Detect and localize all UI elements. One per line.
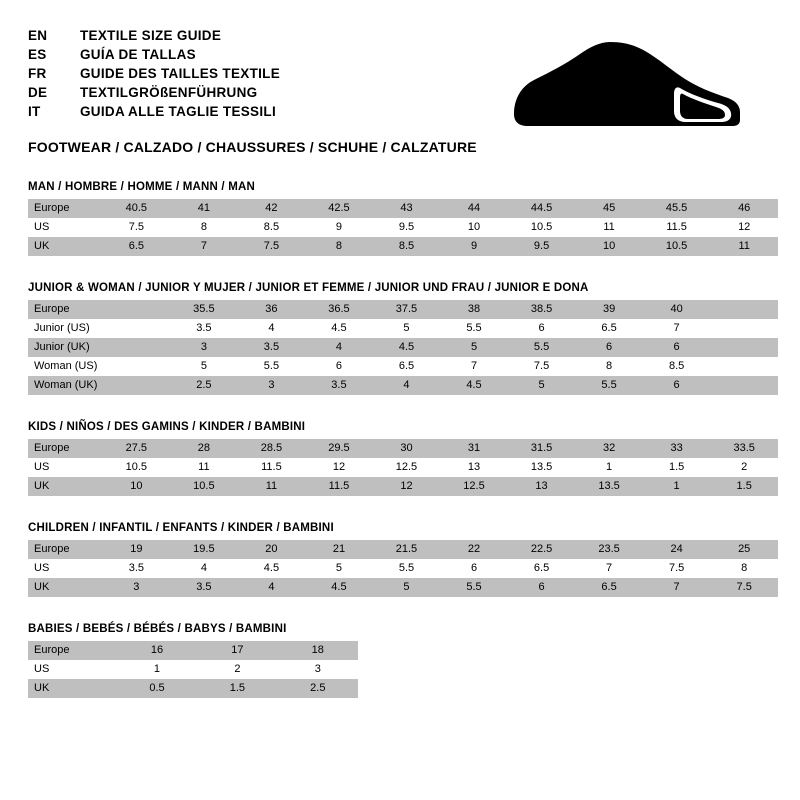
cell: 0.5 bbox=[117, 679, 197, 698]
cell: 10 bbox=[575, 237, 643, 256]
table-row bbox=[28, 439, 778, 458]
cell: 6 bbox=[575, 338, 643, 357]
cell: 10.5 bbox=[170, 477, 238, 496]
section-junior-woman bbox=[28, 282, 772, 395]
table-row bbox=[28, 540, 778, 559]
size-table-junior-woman bbox=[28, 300, 778, 395]
cell: 4 bbox=[305, 338, 373, 357]
cell: 13.5 bbox=[508, 458, 576, 477]
cell: 20 bbox=[238, 540, 306, 559]
cell bbox=[103, 357, 171, 376]
language-title: TEXTILGRÖßENFÜHRUNG bbox=[80, 85, 258, 100]
cell: 7.5 bbox=[103, 218, 171, 237]
language-row bbox=[28, 66, 280, 85]
cell: 23.5 bbox=[575, 540, 643, 559]
table-row bbox=[28, 300, 778, 319]
cell: 36.5 bbox=[305, 300, 373, 319]
cell: 7.5 bbox=[643, 559, 711, 578]
cell: 2 bbox=[197, 660, 277, 679]
cell: 6 bbox=[643, 376, 711, 395]
cell: 12 bbox=[305, 458, 373, 477]
cell: 9.5 bbox=[508, 237, 576, 256]
section-man bbox=[28, 181, 772, 256]
cell: 5 bbox=[440, 338, 508, 357]
cell: 19 bbox=[103, 540, 171, 559]
cell: 7.5 bbox=[508, 357, 576, 376]
cell: 12 bbox=[373, 477, 441, 496]
table-row bbox=[28, 237, 778, 256]
cell bbox=[710, 376, 778, 395]
dress-shoe-icon bbox=[504, 36, 744, 136]
cell: 31 bbox=[440, 439, 508, 458]
cell: 40.5 bbox=[103, 199, 171, 218]
cell: 29.5 bbox=[305, 439, 373, 458]
cell: 7.5 bbox=[710, 578, 778, 597]
section-title: KIDS / NIÑOS / DES GAMINS / KINDER / BAMBINI bbox=[28, 421, 306, 433]
cell: 5 bbox=[170, 357, 238, 376]
cell: 8 bbox=[575, 357, 643, 376]
cell: 24 bbox=[643, 540, 711, 559]
cell: 4 bbox=[238, 319, 306, 338]
row-label: US bbox=[28, 218, 103, 237]
cell: 33 bbox=[643, 439, 711, 458]
cell: 5.5 bbox=[440, 578, 508, 597]
cell: 4.5 bbox=[305, 319, 373, 338]
table-row bbox=[28, 641, 358, 660]
cell: 11 bbox=[238, 477, 306, 496]
language-title: GUÍA DE TALLAS bbox=[80, 47, 196, 62]
cell: 17 bbox=[197, 641, 277, 660]
cell: 8.5 bbox=[373, 237, 441, 256]
cell: 38 bbox=[440, 300, 508, 319]
table-row bbox=[28, 458, 778, 477]
cell: 21.5 bbox=[373, 540, 441, 559]
cell: 6.5 bbox=[575, 319, 643, 338]
cell: 6 bbox=[305, 357, 373, 376]
cell: 44.5 bbox=[508, 199, 576, 218]
cell: 5 bbox=[373, 578, 441, 597]
cell: 3.5 bbox=[170, 578, 238, 597]
section-children bbox=[28, 522, 772, 597]
language-code: EN bbox=[28, 28, 48, 43]
table-row bbox=[28, 199, 778, 218]
row-label: UK bbox=[28, 679, 117, 698]
cell: 11 bbox=[170, 458, 238, 477]
cell: 9 bbox=[305, 218, 373, 237]
language-row bbox=[28, 47, 280, 66]
cell bbox=[103, 300, 171, 319]
cell: 10.5 bbox=[508, 218, 576, 237]
cell: 1.5 bbox=[643, 458, 711, 477]
cell bbox=[710, 338, 778, 357]
cell: 8.5 bbox=[643, 357, 711, 376]
cell: 6.5 bbox=[508, 559, 576, 578]
section-title: BABIES / BEBÉS / BÉBÉS / BABYS / BAMBINI bbox=[28, 623, 287, 635]
cell: 5.5 bbox=[238, 357, 306, 376]
cell: 8 bbox=[170, 218, 238, 237]
row-label: Junior (UK) bbox=[28, 338, 103, 357]
cell: 13 bbox=[440, 458, 508, 477]
section-kids bbox=[28, 421, 772, 496]
table-row bbox=[28, 559, 778, 578]
size-table-children bbox=[28, 540, 778, 597]
cell: 11 bbox=[710, 237, 778, 256]
row-label: US bbox=[28, 660, 117, 679]
table-row bbox=[28, 357, 778, 376]
header bbox=[28, 28, 772, 123]
language-code: FR bbox=[28, 66, 47, 81]
cell: 6.5 bbox=[373, 357, 441, 376]
cell: 5.5 bbox=[575, 376, 643, 395]
cell: 5.5 bbox=[440, 319, 508, 338]
cell: 40 bbox=[643, 300, 711, 319]
cell: 1 bbox=[643, 477, 711, 496]
table-row bbox=[28, 679, 358, 698]
size-table-babies bbox=[28, 641, 358, 698]
language-row bbox=[28, 28, 280, 47]
cell: 22.5 bbox=[508, 540, 576, 559]
cell bbox=[103, 376, 171, 395]
language-row bbox=[28, 104, 280, 123]
section-title: JUNIOR & WOMAN / JUNIOR Y MUJER / JUNIOR ET FEMME / JUNIOR UND FRAU / JUNIOR E DONA bbox=[28, 282, 589, 294]
cell: 21 bbox=[305, 540, 373, 559]
cell: 1.5 bbox=[710, 477, 778, 496]
cell: 3 bbox=[278, 660, 358, 679]
cell: 4 bbox=[238, 578, 306, 597]
table-row bbox=[28, 477, 778, 496]
cell: 31.5 bbox=[508, 439, 576, 458]
cell: 1 bbox=[117, 660, 197, 679]
row-label: Europe bbox=[28, 439, 103, 458]
cell: 7 bbox=[643, 578, 711, 597]
cell: 10.5 bbox=[103, 458, 171, 477]
row-label: Europe bbox=[28, 540, 103, 559]
cell: 36 bbox=[238, 300, 306, 319]
cell: 33.5 bbox=[710, 439, 778, 458]
cell: 7.5 bbox=[238, 237, 306, 256]
cell: 4.5 bbox=[305, 578, 373, 597]
cell: 6 bbox=[508, 578, 576, 597]
cell: 7 bbox=[575, 559, 643, 578]
cell: 10 bbox=[103, 477, 171, 496]
cell: 28 bbox=[170, 439, 238, 458]
cell: 38.5 bbox=[508, 300, 576, 319]
cell: 45 bbox=[575, 199, 643, 218]
cell: 6 bbox=[508, 319, 576, 338]
cell: 8.5 bbox=[238, 218, 306, 237]
cell bbox=[103, 319, 171, 338]
cell: 6.5 bbox=[103, 237, 171, 256]
cell bbox=[710, 300, 778, 319]
cell bbox=[710, 319, 778, 338]
cell: 3 bbox=[103, 578, 171, 597]
table-row bbox=[28, 319, 778, 338]
cell: 11.5 bbox=[238, 458, 306, 477]
cell: 3 bbox=[238, 376, 306, 395]
table-row bbox=[28, 338, 778, 357]
language-row bbox=[28, 85, 280, 104]
language-title: GUIDE DES TAILLES TEXTILE bbox=[80, 66, 281, 81]
cell: 10.5 bbox=[643, 237, 711, 256]
cell: 4 bbox=[170, 559, 238, 578]
cell: 43 bbox=[373, 199, 441, 218]
language-code: DE bbox=[28, 85, 48, 100]
cell: 2.5 bbox=[278, 679, 358, 698]
cell: 12 bbox=[710, 218, 778, 237]
cell: 6 bbox=[643, 338, 711, 357]
cell: 11.5 bbox=[305, 477, 373, 496]
cell bbox=[710, 357, 778, 376]
cell: 28.5 bbox=[238, 439, 306, 458]
cell: 45.5 bbox=[643, 199, 711, 218]
cell: 4.5 bbox=[440, 376, 508, 395]
cell: 25 bbox=[710, 540, 778, 559]
row-label: UK bbox=[28, 237, 103, 256]
row-label: UK bbox=[28, 578, 103, 597]
cell: 37.5 bbox=[373, 300, 441, 319]
row-label: Woman (UK) bbox=[28, 376, 103, 395]
cell: 41 bbox=[170, 199, 238, 218]
cell: 35.5 bbox=[170, 300, 238, 319]
cell: 30 bbox=[373, 439, 441, 458]
table-row bbox=[28, 578, 778, 597]
cell: 1 bbox=[575, 458, 643, 477]
cell: 6.5 bbox=[575, 578, 643, 597]
cell: 5 bbox=[373, 319, 441, 338]
language-title-list bbox=[28, 28, 280, 123]
cell: 5 bbox=[508, 376, 576, 395]
cell: 7 bbox=[643, 319, 711, 338]
cell: 3.5 bbox=[170, 319, 238, 338]
cell: 42 bbox=[238, 199, 306, 218]
size-table-man bbox=[28, 199, 778, 256]
cell: 22 bbox=[440, 540, 508, 559]
cell: 5 bbox=[305, 559, 373, 578]
language-title: TEXTILE SIZE GUIDE bbox=[80, 28, 222, 43]
cell: 4 bbox=[373, 376, 441, 395]
cell: 3 bbox=[170, 338, 238, 357]
row-label: Junior (US) bbox=[28, 319, 103, 338]
cell: 46 bbox=[710, 199, 778, 218]
cell: 16 bbox=[117, 641, 197, 660]
row-label: US bbox=[28, 559, 103, 578]
table-row bbox=[28, 660, 358, 679]
cell: 2.5 bbox=[170, 376, 238, 395]
cell: 39 bbox=[575, 300, 643, 319]
row-label: Europe bbox=[28, 300, 103, 319]
language-code: ES bbox=[28, 47, 47, 62]
language-title: GUIDA ALLE TAGLIE TESSILI bbox=[80, 104, 276, 119]
table-row bbox=[28, 218, 778, 237]
cell: 4.5 bbox=[238, 559, 306, 578]
cell: 44 bbox=[440, 199, 508, 218]
size-table-kids bbox=[28, 439, 778, 496]
row-label: Woman (US) bbox=[28, 357, 103, 376]
cell: 32 bbox=[575, 439, 643, 458]
footwear-category-title: FOOTWEAR / CALZADO / CHAUSSURES / SCHUHE / CALZATURE bbox=[28, 139, 477, 155]
cell: 27.5 bbox=[103, 439, 171, 458]
cell: 42.5 bbox=[305, 199, 373, 218]
cell: 12.5 bbox=[373, 458, 441, 477]
row-label: US bbox=[28, 458, 103, 477]
cell: 7 bbox=[170, 237, 238, 256]
cell: 5.5 bbox=[508, 338, 576, 357]
cell: 3.5 bbox=[103, 559, 171, 578]
cell: 3.5 bbox=[238, 338, 306, 357]
cell: 13 bbox=[508, 477, 576, 496]
cell: 11 bbox=[575, 218, 643, 237]
cell: 19.5 bbox=[170, 540, 238, 559]
cell: 4.5 bbox=[373, 338, 441, 357]
cell: 5.5 bbox=[373, 559, 441, 578]
cell: 12.5 bbox=[440, 477, 508, 496]
row-label: UK bbox=[28, 477, 103, 496]
section-babies bbox=[28, 623, 772, 698]
section-title: MAN / HOMBRE / HOMME / MANN / MAN bbox=[28, 181, 256, 193]
cell: 9 bbox=[440, 237, 508, 256]
cell: 3.5 bbox=[305, 376, 373, 395]
cell: 9.5 bbox=[373, 218, 441, 237]
section-title: CHILDREN / INFANTIL / ENFANTS / KINDER / BAMBINI bbox=[28, 522, 334, 534]
cell: 6 bbox=[440, 559, 508, 578]
row-label: Europe bbox=[28, 641, 117, 660]
cell: 1.5 bbox=[197, 679, 277, 698]
cell: 8 bbox=[305, 237, 373, 256]
row-label: Europe bbox=[28, 199, 103, 218]
cell: 11.5 bbox=[643, 218, 711, 237]
table-row bbox=[28, 376, 778, 395]
cell: 2 bbox=[710, 458, 778, 477]
cell: 7 bbox=[440, 357, 508, 376]
cell: 18 bbox=[278, 641, 358, 660]
cell bbox=[103, 338, 171, 357]
cell: 13.5 bbox=[575, 477, 643, 496]
language-code: IT bbox=[28, 104, 41, 119]
cell: 10 bbox=[440, 218, 508, 237]
cell: 8 bbox=[710, 559, 778, 578]
